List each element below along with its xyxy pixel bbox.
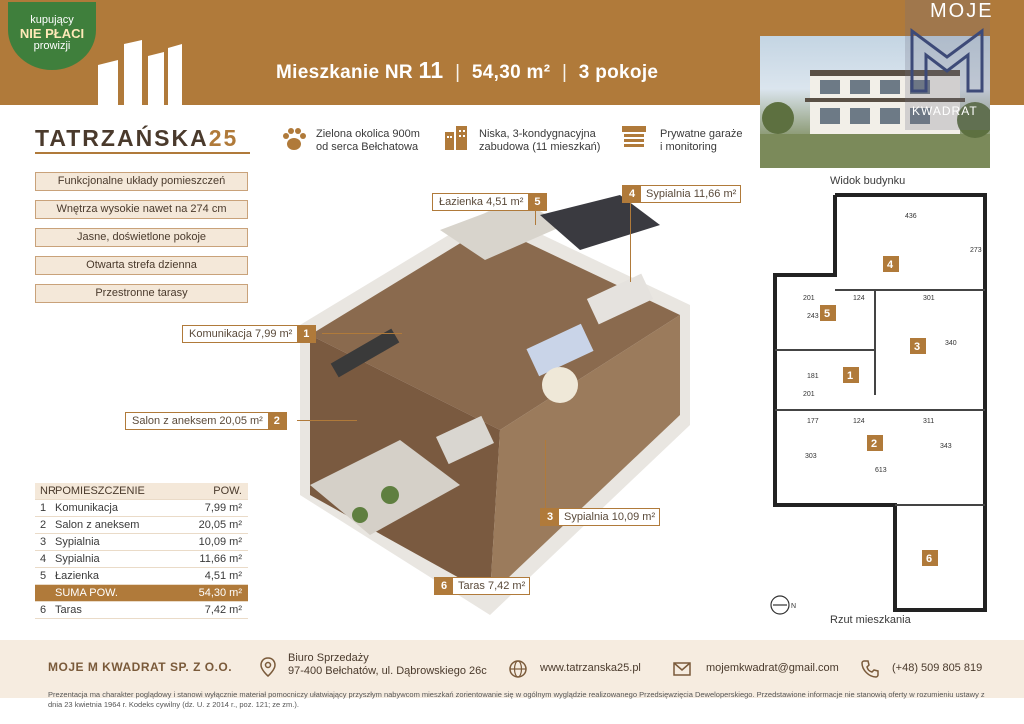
plan-dim: 301 [923,295,935,302]
callout-bedroom-3 [540,508,660,526]
table-row [35,602,248,619]
table-sum-value: 54,30 m² [198,587,242,599]
table-cell: 5 [40,570,47,582]
highlight-green [316,128,420,154]
highlight-garage [660,128,743,154]
plan-room-number: 3 [914,341,921,353]
company-name: MOJE M KWADRAT SP. Z O.O. [48,660,233,674]
feature-item: Funkcjonalne układy pomieszczeń [35,172,248,191]
callout-number: 5 [528,194,546,210]
title-prefix: Mieszkanie NR [276,62,413,83]
phone-icon [860,659,880,679]
plan-dim: 201 [803,391,815,398]
feature-item: Jasne, doświetlone pokoje [35,228,248,247]
highlight-text: zabudowa (11 mieszkań) [479,141,601,153]
plan-caption: Rzut mieszkania [830,614,911,626]
plan-room-number: 1 [847,370,854,382]
globe-icon [508,659,528,679]
table-cell: Łazienka [55,570,100,582]
table-cell: 4,51 m² [204,570,242,582]
project-name-number: 25 [208,125,239,151]
callout-hallway [182,325,316,343]
plan-room-number: 5 [824,308,831,320]
highlight-text: i monitoring [660,141,717,153]
website-link[interactable]: www.tatrzanska25.pl [540,662,641,674]
plan-dim: 273 [970,247,982,254]
table-row [35,500,248,517]
logo-moje: MOJE [930,0,994,22]
plan-room-number: 2 [871,438,878,450]
table-header-cell: POW. [213,485,242,497]
plan-dim: 124 [853,418,865,425]
table-cell: Taras [55,604,82,616]
callout-bathroom [432,193,547,211]
highlight-text: Prywatne garaże [660,128,743,140]
promo-line1: kupujący [30,14,74,26]
building-caption: Widok budynku [830,175,906,187]
callout-number: 1 [297,326,315,342]
highlight-building [479,128,600,154]
callout-label: Salon z aneksem 20,05 m² [132,415,263,427]
promo-line2: NIE PŁACI [19,26,85,41]
table-cell: 20,05 m² [198,519,242,531]
paw-icon [280,125,308,153]
table-row [35,517,248,534]
sales-office [288,652,487,678]
table-cell: Salon z aneksem [55,519,140,531]
table-header-cell: POMIESZCZENIE [55,485,145,497]
plan-dim: 181 [807,373,819,380]
plan-dim: 340 [945,340,957,347]
email-link[interactable]: mojemkwadrat@gmail.com [706,662,839,674]
promo-line3: prowizji [33,40,71,52]
plan-dim: 613 [875,467,887,474]
room-table [35,483,248,619]
plan-dim: 436 [905,213,917,220]
table-cell: Sypialnia [55,536,100,548]
table-cell: 2 [40,519,47,531]
garage-icon [620,124,648,152]
building-icon [442,124,470,152]
feature-item: Wnętrza wysokie nawet na 274 cm [35,200,248,219]
mail-icon [672,659,692,679]
compass-label: N [791,603,797,610]
apartment-number: 11 [418,57,444,83]
table-header [35,483,248,500]
sales-office-title: Biuro Sprzedaży [288,652,369,664]
plan-room-number: 4 [887,259,894,271]
table-cell: 11,66 m² [199,553,242,565]
leader-line [630,202,631,282]
feature-item: Otwarta strefa dzienna [35,256,248,275]
callout-label: Sypialnia 10,09 m² [564,511,656,523]
title-separator: | [455,62,461,83]
table-row [35,534,248,551]
callout-terrace [434,577,530,595]
callout-label: Komunikacja 7,99 m² [189,328,293,340]
table-cell: Sypialnia [55,553,100,565]
apartment-rooms: 3 pokoje [578,62,659,83]
table-row [35,568,248,585]
plan-dim: 343 [940,443,952,450]
plan-dim: 177 [807,418,819,425]
callout-number: 2 [268,413,286,429]
highlight-text: Zielona okolica 900m [316,128,420,140]
highlight-text: Niska, 3-kondygnacyjna [479,128,596,140]
table-header-cell: NR [40,485,56,497]
highlight-text: od serca Bełchatowa [316,141,419,153]
table-cell: 7,42 m² [204,604,242,616]
table-cell: 7,99 m² [204,502,242,514]
callout-number: 6 [435,578,453,594]
title-separator: | [561,62,568,83]
leader-line [297,420,357,421]
apartment-3d-render [290,195,710,615]
table-cell: 6 [40,604,47,616]
callout-bedroom-4 [622,185,741,203]
logo-m-icon [908,25,986,95]
project-name-text: TATRZAŃSKA [35,125,209,151]
plan-dim: 201 [803,295,815,302]
project-name [35,125,238,152]
plan-dim: 303 [805,453,817,460]
callout-number: 3 [541,509,559,525]
table-cell: 1 [40,502,47,514]
callout-label: Łazienka 4,51 m² [439,196,524,208]
apartment-area: 54,30 m² [471,62,551,83]
table-cell: Komunikacja [55,502,118,514]
table-cell: 10,09 m² [198,536,242,548]
logo-kwadrat: KWADRAT [912,104,978,118]
callout-label: Sypialnia 11,66 m² [646,188,737,200]
legal-disclaimer: Prezentacja ma charakter poglądowy i stanowi wyłącznie materiał pomocniczy ułatwiający przyszłym nabywcom mieszkań zorientowanie się w ogólnym wyglądzie realizowanego Przedsięwzięcia Deweloperskiego. Przedstawione informacje nie stanowią oferty w rozumieniu ustawy z dnia 23 kwietnia 1964 r. Kodeks cywilny (dz. U. z 2014 r., poz. 121; ze zm.). [48,690,985,709]
plan-dim: 311 [923,418,935,425]
table-cell: 4 [40,553,47,565]
project-underline [35,152,250,154]
compass-icon [771,596,796,614]
phone-number[interactable]: (+48) 509 805 819 [892,662,983,674]
feature-item: Przestronne tarasy [35,284,248,303]
page-title [276,57,658,84]
table-cell: 3 [40,536,47,548]
plan-room-number: 6 [926,553,933,565]
callout-number: 4 [623,186,641,202]
plan-dim: 124 [853,295,865,302]
sales-office-address: 97-400 Bełchatów, ul. Dąbrowskiego 26c [288,665,487,677]
leader-line [322,333,402,334]
plan-dim: 243 [807,313,819,320]
leader-line [545,440,546,510]
table-row [35,551,248,568]
brand-mountain-icon [98,30,182,105]
callout-label: Taras 7,42 m² [458,580,526,592]
location-icon [258,657,278,677]
table-sum-row [35,585,248,602]
floor-plan [765,190,995,615]
callout-living-room [125,412,287,430]
table-sum-label: SUMA POW. [55,587,118,599]
